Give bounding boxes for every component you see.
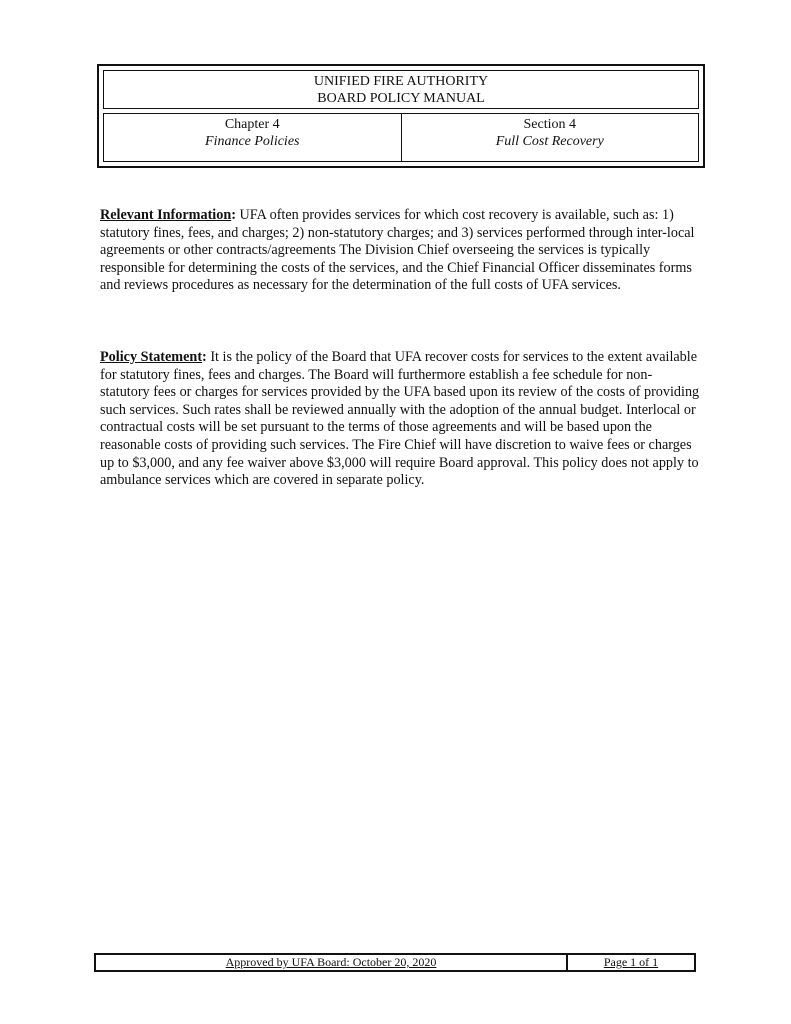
relevant-information-paragraph bbox=[100, 207, 700, 295]
policy-statement-paragraph bbox=[100, 349, 700, 490]
policy-statement-text: It is the policy of the Board that UFA recover costs for services to the extent available for statutory fines, fees and charges. The Board will furthermore establish a fee schedule for non-statutory fees or charges for services provided by the UFA based upon its review of the costs of providing such services. Such rates shall be reviewed annually with the adoption of the annual budget. Interlocal or contractual costs will be set pursuant to the terms of those agreements and will be based upon the reasonable costs of providing such services. The Fire Chief will have discretion to waive fees or charges up to $3,000, and any fee waiver above $3,000 will require Board approval. This policy does not apply to ambulance services which are covered in separate policy. bbox=[100, 349, 700, 489]
policy-statement-colon: : bbox=[202, 349, 207, 365]
section-cell bbox=[402, 114, 699, 161]
policy-statement-label: Policy Statement bbox=[100, 349, 203, 365]
chapter-cell bbox=[104, 114, 402, 161]
section-title: Full Cost Recovery bbox=[495, 134, 604, 149]
chapter-number: Chapter 4 bbox=[224, 117, 280, 132]
relevant-information-colon: : bbox=[231, 207, 236, 223]
relevant-information-label: Relevant Information bbox=[100, 207, 232, 223]
policy-header-box bbox=[97, 64, 705, 168]
header-title-block bbox=[103, 70, 699, 109]
header-chapter-section-row bbox=[103, 113, 699, 162]
approval-date: Approved by UFA Board: October 20, 2020 bbox=[96, 955, 568, 970]
chapter-title: Finance Policies bbox=[205, 134, 300, 149]
section-number: Section 4 bbox=[523, 117, 576, 132]
relevant-information-text: UFA often provides services for which cost recovery is available, such as: 1) statutory fines, fees, and charges; 2) non-statutory charges; and 3) services performed through inter-local agreements or other contracts/agreements The Division Chief overseeing the services is typically responsible for determining the costs of the services, and the Chief Financial Officer disseminates forms and reviews procedures as necessary for the determination of the full costs of UFA services. bbox=[100, 207, 695, 294]
page-number: Page 1 of 1 bbox=[603, 955, 659, 969]
manual-name: BOARD POLICY MANUAL bbox=[317, 91, 485, 106]
org-name: UNIFIED FIRE AUTHORITY bbox=[313, 74, 489, 89]
footer-box bbox=[94, 953, 696, 972]
